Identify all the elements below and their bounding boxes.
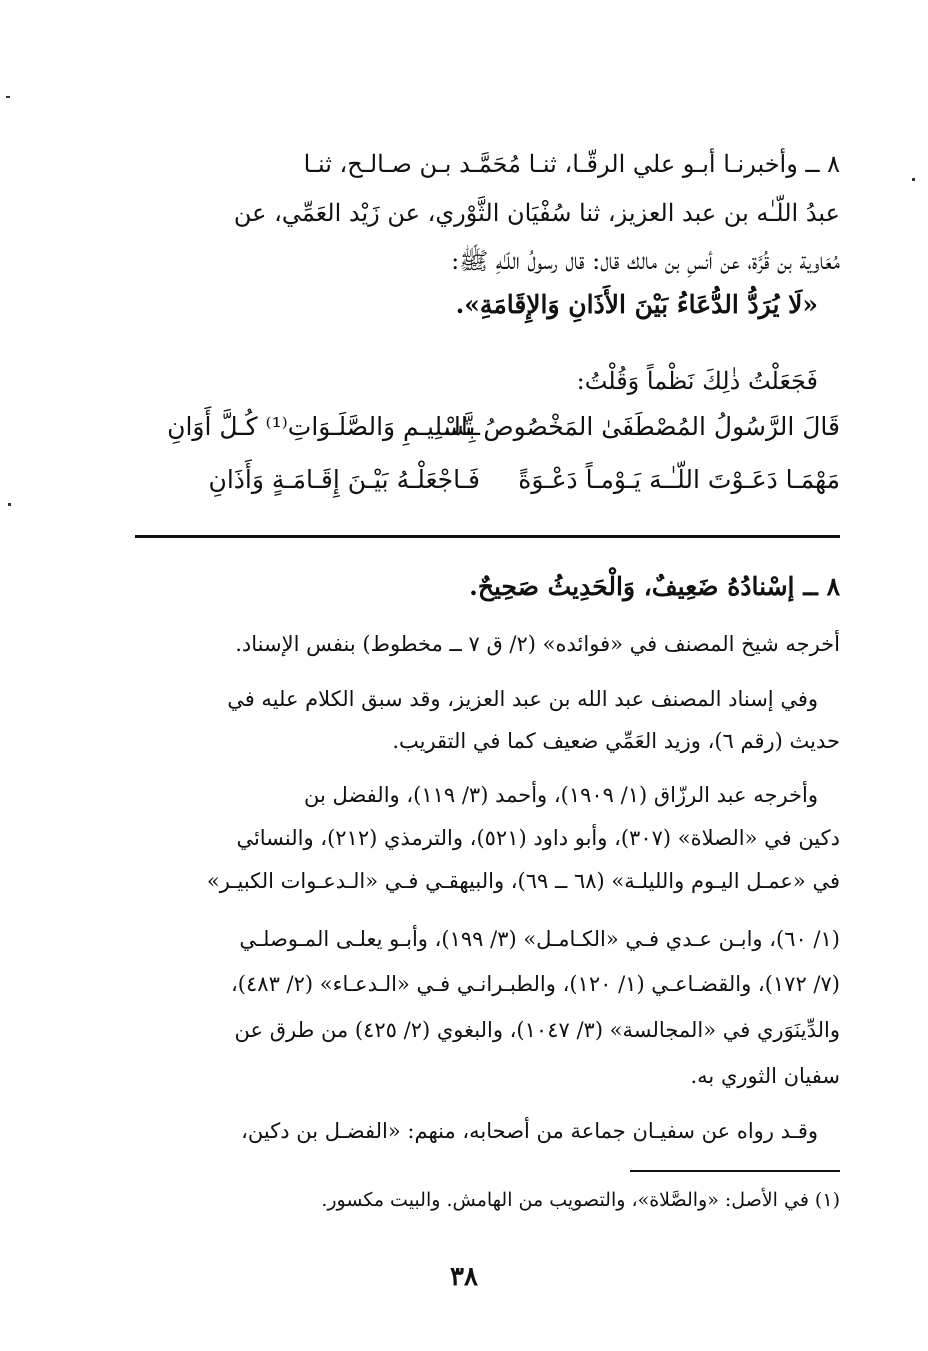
- commentary-line: حديث (رقم ٦)، وزيد العَمِّي ضعيف كما في التقريب.: [392, 729, 840, 753]
- section-divider: [135, 535, 840, 538]
- text-line: عبدُ اللّـٰه بن عبد العزيز، ثنا سُفْيَان الثَّوْري، عن زَيْد العَمِّي، عن: [233, 199, 840, 227]
- poem-hemistich-second: ـتَّسْلِيـمِ وَالصَّلَـوَاتِ⁽¹⁾ كُـلَّ أَوَانِ: [167, 412, 480, 441]
- commentary-line: في «عمـل اليـوم والليلـة» (٦٨ ــ ٦٩)، والبيهقـي فـي «الـدعـوات الكبيـر»: [206, 869, 840, 893]
- commentary-line: (٧/ ١٧٢)، والقضـاعـي (١/ ١٢٠)، والطبـرانـي فـي «الـدعـاء» (٢/ ٤٨٣)،: [231, 972, 840, 996]
- scan-speck: [6, 96, 10, 98]
- commentary-heading: ٨ ــ إسْنادُهُ ضَعِيفٌ، وَالْحَدِيثُ صَحِيحٌ.: [469, 572, 840, 601]
- page-number: ٣٨: [450, 1262, 478, 1292]
- footnote-divider: [630, 1170, 840, 1172]
- hadith-text: «لَا يُرَدُّ الدُّعَاءُ بَيْنَ الأَذَانِ وَالإِقَامَةِ».: [455, 290, 818, 319]
- commentary-line: وأخرجه عبد الرزّاق (١/ ١٩٠٩)، وأحمد (٣/ ١١٩)، والفضل بن: [304, 783, 818, 807]
- poem-hemistich-second: فَـاجْعَلْـهُ بَيْـنَ إِقَـامَـةٍ وَأَذَانِ: [208, 465, 480, 494]
- footnote-text: (١) في الأصل: «والصَّلاة»، والتصويب من الهامش. والبيت مكسور.: [321, 1189, 840, 1211]
- poem-verse: [135, 412, 840, 456]
- commentary-line: دكين في «الصلاة» (٣٠٧)، وأبو داود (٥٢١)، والترمذي (٢١٢)، والنسائي: [236, 826, 840, 850]
- commentary-line: وقـد رواه عن سفيـان جماعة من أصحابه، منهم: «الفضـل بن دكين،: [241, 1119, 818, 1143]
- commentary-line: (١/ ٦٠)، وابـن عـدي فـي «الكـامـل» (٣/ ١٩٩)، وأبـو يعلـى المـوصلـي: [239, 927, 840, 951]
- poem-hemistich-first: قَالَ الرَّسُولُ المُصْطَفَىٰ المَخْصُوصُ بِالـ: [445, 412, 840, 441]
- text-line: ٨ ــ وأخبرنـا أبـو علي الرقّـا، ثنـا مُحَمَّـد بـن صـالـح، ثنـا: [303, 150, 840, 178]
- commentary-line: والدِّينَوَري في «المجالسة» (٣/ ١٠٤٧)، والبغوي (٢/ ٤٢٥) من طرق عن: [234, 1018, 840, 1042]
- commentary-paragraph: أخرجه شيخ المصنف في «فوائده» (٢/ ق ٧ ــ مخطوط) بنفس الإسناد.: [235, 632, 840, 656]
- commentary-line: سفيان الثوري به.: [690, 1064, 840, 1088]
- text-line: مُعَاوية بن قُرَّة، عن أنسِ بن مالك قال: قال رسولُ اللّـٰهِ ﷺ:: [451, 247, 840, 275]
- scan-speck: [912, 178, 915, 181]
- poem-hemistich-first: مَهْمَـا دَعَـوْتَ اللّـٰـهَ يَـوْمـاً دَعْـوَةً: [518, 465, 840, 494]
- commentary-line: وفي إسناد المصنف عبد الله بن عبد العزيز، وقد سبق الكلام عليه في: [227, 687, 818, 711]
- poem-intro: فَجَعَلْتُ ذٰلِكَ نَظْماً وَقُلْتُ:: [576, 367, 818, 395]
- scan-speck: [8, 503, 11, 506]
- poem-verse: [135, 465, 840, 509]
